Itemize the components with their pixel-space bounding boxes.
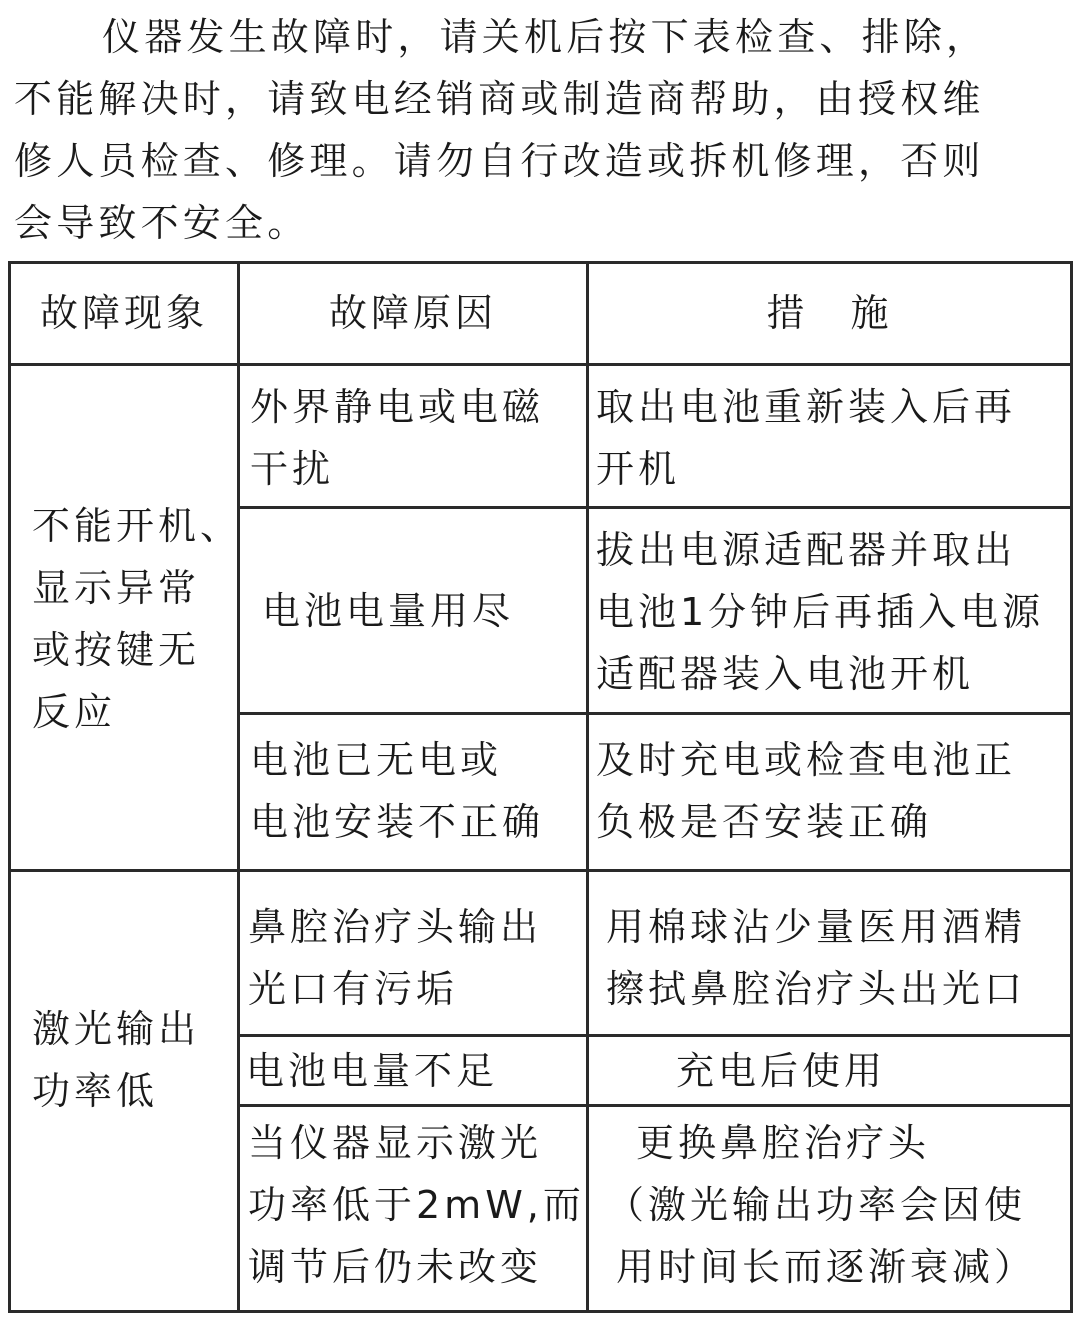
symptom-line: 反应	[32, 690, 117, 734]
remedy-cell	[606, 896, 1026, 1020]
cause-line: 光口有污垢	[248, 967, 459, 1011]
row-divider	[238, 506, 1073, 509]
row-divider	[238, 1104, 1073, 1107]
remedy-cell	[606, 1112, 1036, 1298]
cause-line: 干扰	[250, 447, 335, 491]
table-border-top	[9, 261, 1073, 264]
row-divider	[238, 712, 1073, 715]
cause-cell	[248, 896, 542, 1020]
column-divider	[237, 261, 240, 1313]
symptom-line: 或按键无	[32, 628, 201, 672]
remedy-line: 更换鼻腔治疗头	[636, 1121, 931, 1165]
symptom-line: 显示异常	[32, 566, 201, 610]
cause-line: 电池已无电或	[250, 738, 503, 782]
header-label: 措 施	[766, 291, 893, 335]
column-divider	[586, 261, 589, 1313]
cause-cell	[250, 376, 544, 500]
cause-cell	[246, 1040, 498, 1102]
cause-cell	[248, 1112, 585, 1298]
remedy-line: （激光输出功率会因使	[606, 1183, 1027, 1227]
header-divider	[9, 363, 1073, 366]
table-border-bottom	[9, 1310, 1073, 1313]
intro-line: 仪器发生故障时，请关机后按下表检查、排除，	[102, 15, 989, 59]
remedy-line: 适配器装入电池开机	[596, 652, 975, 696]
remedy-line: 用时间长而逐渐衰减）	[616, 1245, 1037, 1289]
header-label: 故障现象	[39, 291, 208, 335]
group-divider	[9, 869, 1073, 872]
cause-line: 当仪器显示激光	[248, 1121, 543, 1165]
remedy-line: 取出电池重新装入后再	[596, 385, 1017, 429]
remedy-cell	[676, 1040, 886, 1102]
cause-cell	[262, 580, 514, 642]
intro-line: 会导致不安全。	[14, 201, 310, 245]
header-remedy	[589, 282, 1070, 344]
remedy-line: 开机	[596, 447, 681, 491]
row-divider	[238, 1034, 1073, 1037]
remedy-line: 用棉球沾少量医用酒精	[606, 905, 1027, 949]
cause-line: 外界静电或电磁	[250, 385, 545, 429]
table-border-left	[8, 261, 11, 1313]
cause-line: 电池安装不正确	[250, 800, 545, 844]
symptom-cell	[32, 998, 200, 1122]
intro-line: 不能解决时，请致电经销商或制造商帮助，由授权维	[14, 77, 985, 121]
remedy-cell	[596, 519, 1044, 705]
symptom-cell	[32, 495, 242, 743]
cause-line: 功率低于2mW,而	[248, 1183, 585, 1227]
symptom-line: 不能开机、	[32, 504, 243, 548]
cause-line: 电池电量不足	[246, 1049, 499, 1093]
remedy-line: 拔出电源适配器并取出	[596, 528, 1017, 572]
header-symptom	[11, 282, 237, 344]
remedy-line: 及时充电或检查电池正	[596, 738, 1017, 782]
remedy-line: 充电后使用	[676, 1049, 887, 1093]
header-cause	[240, 282, 586, 344]
symptom-line: 激光输出	[32, 1007, 201, 1051]
remedy-line: 负极是否安装正确	[596, 800, 933, 844]
table-border-right	[1070, 261, 1073, 1313]
remedy-line: 擦拭鼻腔治疗头出光口	[606, 967, 1027, 1011]
remedy-line: 电池1分钟后再插入电源	[596, 590, 1045, 634]
remedy-cell	[596, 376, 1016, 500]
intro-line: 修人员检查、修理。请勿自行改造或拆机修理，否则	[14, 139, 985, 183]
cause-line: 电池电量用尽	[262, 589, 515, 633]
cause-line: 鼻腔治疗头输出	[248, 905, 543, 949]
remedy-cell	[596, 729, 1016, 853]
cause-line: 调节后仍未改变	[248, 1245, 543, 1289]
symptom-line: 功率低	[32, 1069, 159, 1113]
header-label: 故障原因	[328, 291, 497, 335]
cause-cell	[250, 729, 544, 853]
